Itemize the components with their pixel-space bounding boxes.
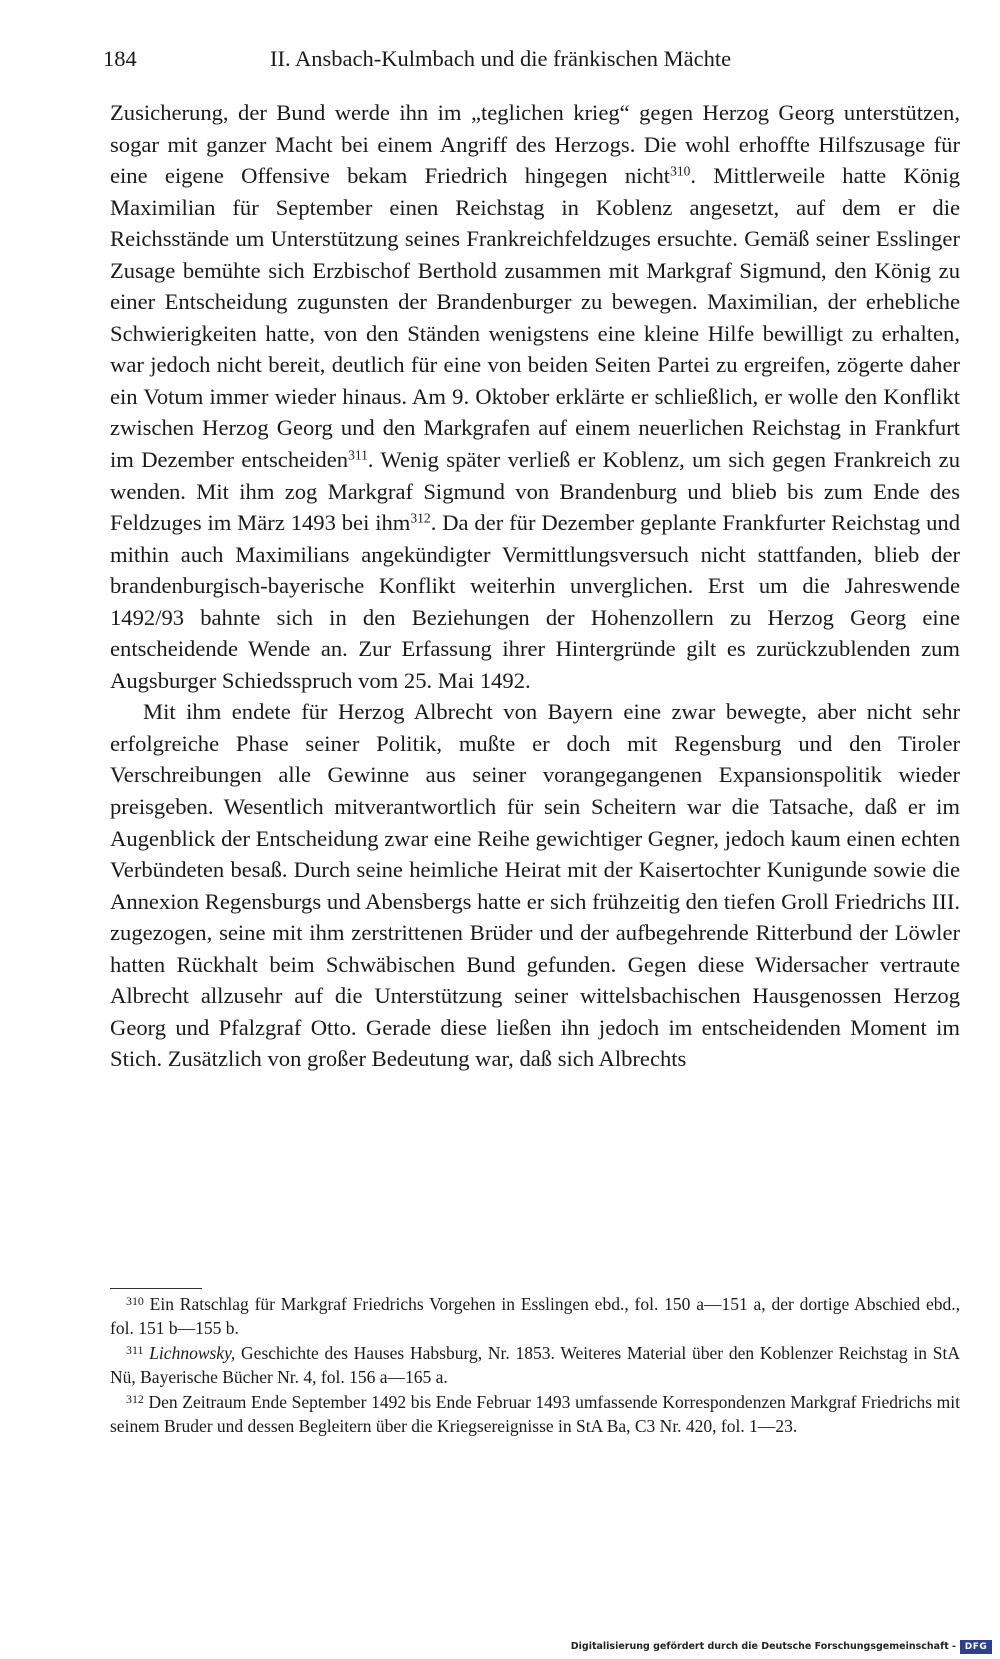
dfg-logo[interactable]: DFG bbox=[960, 1640, 992, 1654]
footnote-text: Den Zeitraum Ende September 1492 bis Ende Februar 1493 umfassende Korrespondenzen Markgraf Friedrichs mit seinem Bruder und dessen Begleitern über die Kriegsereignisse in StA Ba, C3 Nr. 420, fol. 1—23. bbox=[110, 1392, 961, 1436]
footnote-number: 311 bbox=[126, 1343, 144, 1358]
page-header bbox=[103, 42, 963, 76]
paragraph-1-part-4: . Da der für Dezember geplante Frankfurter Reichstag und mithin auch Maximilians angekündigter Vermittlungsversuch nicht stattfanden, blieb der brandenburgisch-bayerische Konflikt weiterhin unverglichen. Erst um die Jahreswende 1492/93 bahnte sich in den Beziehungen der Hohenzollern zu Herzog Georg eine entscheidende Wende an. Zur Erfassung ihrer Hintergründe gilt es zurückzublenden zum Augsburger Schiedsspruch vom 25. Mai 1492. bbox=[110, 510, 960, 693]
footnote-text: Geschichte des Hauses Habsburg, Nr. 1853. Weiteres Material über den Koblenzer Reichstag in StA Nü, Bayerische Bücher Nr. 4, fol. 156 a—165 a. bbox=[110, 1343, 961, 1387]
footnote-number: 312 bbox=[126, 1392, 144, 1407]
footnote-text: Ein Ratschlag für Markgraf Friedrichs Vorgehen in Esslingen ebd., fol. 150 a—151 a, der dortige Abschied ebd., fol. 151 b—155 b. bbox=[110, 1294, 960, 1338]
footnote-rule bbox=[110, 1288, 202, 1289]
footnote-author: Lichnowsky, bbox=[149, 1343, 236, 1363]
running-head: II. Ansbach-Kulmbach und die fränkischen Mächte bbox=[270, 46, 732, 71]
paragraph-1-part-2: . Mittlerweile hatte König Maximilian für September einen Reichstag in Koblenz angesetzt, auf dem er die Reichsstände um Unterstützung seines Frankreichfeldzuges ersuchte. Gemäß seiner Esslinger Zusage bemühte sich Erzbischof Berthold zusammen mit Markgraf Sigmund, den König zu einer Entscheidung zugunsten der Brandenburger zu bewegen. Maximilian, der erhebliche Schwierigkeiten hatte, von den Ständen wenigstens eine kleine Hilfe bewilligt zu erhalten, war jedoch nicht bereit, deutlich für eine von beiden Seiten Partei zu ergreifen, zögerte daher ein Votum immer wieder hinaus. Am 9. Oktober erklärte er schließlich, er wolle den Konflikt zwischen Herzog Georg und den Markgrafen auf einem neuerlichen Reichstag in Frankfurt im Dezember entscheiden bbox=[110, 163, 960, 473]
footnote-ref-310: 310 bbox=[670, 163, 691, 179]
footnote-number: 310 bbox=[126, 1294, 144, 1309]
footnote-312 bbox=[110, 1390, 960, 1438]
footnote-310 bbox=[110, 1292, 960, 1340]
paragraph-1-part-3: . Wenig später verließ er Koblenz, um sich gegen Frankreich zu wenden. Mit ihm zog Markgraf Sigmund von Brandenburg und blieb bis zum Ende des Feldzuges im März 1493 bei ihm bbox=[110, 447, 960, 536]
footnote-ref-312: 312 bbox=[410, 510, 431, 526]
paragraph-2: Mit ihm endete für Herzog Albrecht von Bayern eine zwar bewegte, aber nicht sehr erfolgreiche Phase seiner Politik, mußte er doch mit Regensburg und den Tiroler Verschreibungen alle Gewinne aus seiner vorangegangenen Expansionspolitik wieder preisgeben. Wesentlich mitverantwortlich für sein Scheitern war die Tatsache, daß er im Augenblick der Entscheidung zwar eine Reihe gewichtiger Gegner, jedoch kaum einen echten Verbündeten besaß. Durch seine heimliche Heirat mit der Kaisertochter Kunigunde sowie die Annexion Regensburgs und Abensbergs hatte er sich frühzeitig den tiefen Groll Friedrichs III. zugezogen, seine mit ihm zerstrittenen Brüder und der aufbegehrende Ritterbund der Löwler hatten Rückhalt beim Schwäbischen Bund gefunden. Gegen diese Widersacher vertraute Albrecht allzusehr auf die Unterstützung seiner wittelsbachischen Hausgenossen Herzog Georg und Pfalzgraf Otto. Gerade diese ließen ihn jedoch im entscheidenden Moment im Stich. Zusätzlich von großer Bedeutung war, daß sich Albrechts bbox=[110, 699, 960, 1072]
paragraph-1 bbox=[110, 97, 960, 696]
paragraph-1-part-1: Zusicherung, der Bund werde ihn im „teglichen krieg“ gegen Herzog Georg unterstützen, sogar mit ganzer Macht bei einem Angriff des Herzogs. Die wohl erhoffte Hilfszusage für eine eigene Offensive bekam Friedrich hingegen nicht bbox=[110, 100, 960, 189]
footnotes bbox=[110, 1292, 960, 1439]
footnote-ref-311: 311 bbox=[348, 447, 368, 463]
footnote-311 bbox=[110, 1341, 960, 1389]
page-number: 184 bbox=[103, 46, 137, 71]
digitization-note: Digitalisierung gefördert durch die Deutsche Forschungsgemeinschaft - bbox=[570, 1641, 956, 1652]
body-text bbox=[110, 97, 960, 1075]
